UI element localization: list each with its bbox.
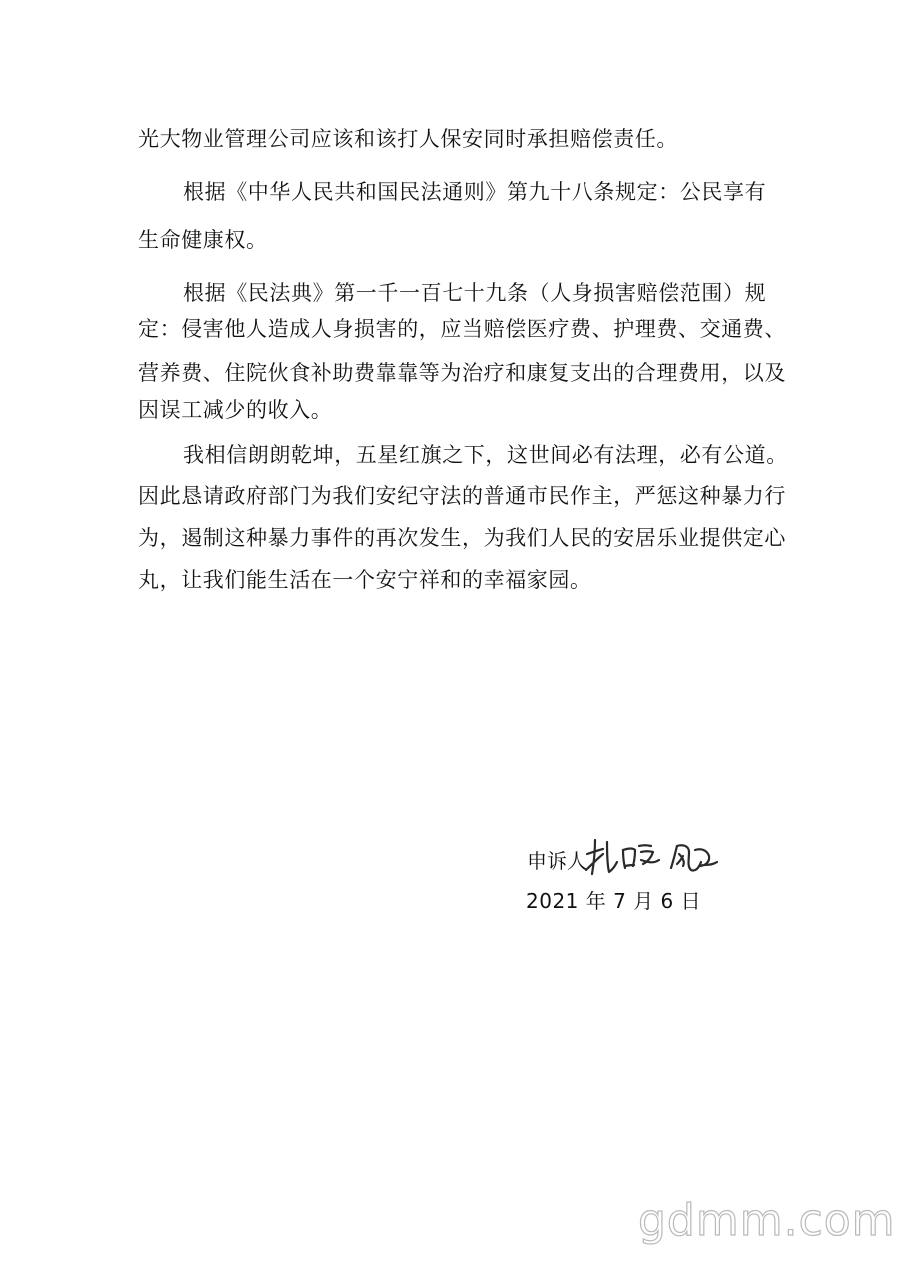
paragraph-line-7: 因误工减少的收入。 [138, 398, 333, 422]
signer-label: 申诉人 [527, 849, 587, 873]
paragraph-line-8: 我相信朗朗乾坤，五星红旗之下，这世间必有法理，必有公道。 [183, 443, 788, 467]
signature-date: 2021 年 7 月 6 日 [526, 889, 702, 913]
watermark-text: gdmm.com [638, 1195, 896, 1246]
paragraph-line-5: 定：侵害他人造成人身损害的，应当赔偿医疗费、护理费、交通费、 [138, 317, 786, 341]
paragraph-line-11: 丸，让我们能生活在一个安宁祥和的幸福家园。 [138, 568, 592, 592]
paragraph-line-3: 生命健康权。 [138, 228, 268, 252]
handwritten-signature [583, 832, 723, 882]
paragraph-line-4: 根据《民法典》第一千一百七十九条（人身损害赔偿范围）规 [183, 281, 767, 305]
paragraph-line-6: 营养费、住院伙食补助费靠靠等为治疗和康复支出的合理费用，以及 [138, 361, 786, 385]
paragraph-line-2: 根据《中华人民共和国民法通则》第九十八条规定：公民享有 [183, 180, 767, 204]
paragraph-line-10: 为，遏制这种暴力事件的再次发生，为我们人民的安居乐业提供定心 [138, 526, 786, 550]
paragraph-line-1: 光大物业管理公司应该和该打人保安同时承担赔偿责任。 [138, 127, 678, 151]
paragraph-line-9: 因此恳请政府部门为我们安纪守法的普通市民作主，严惩这种暴力行 [138, 484, 786, 508]
